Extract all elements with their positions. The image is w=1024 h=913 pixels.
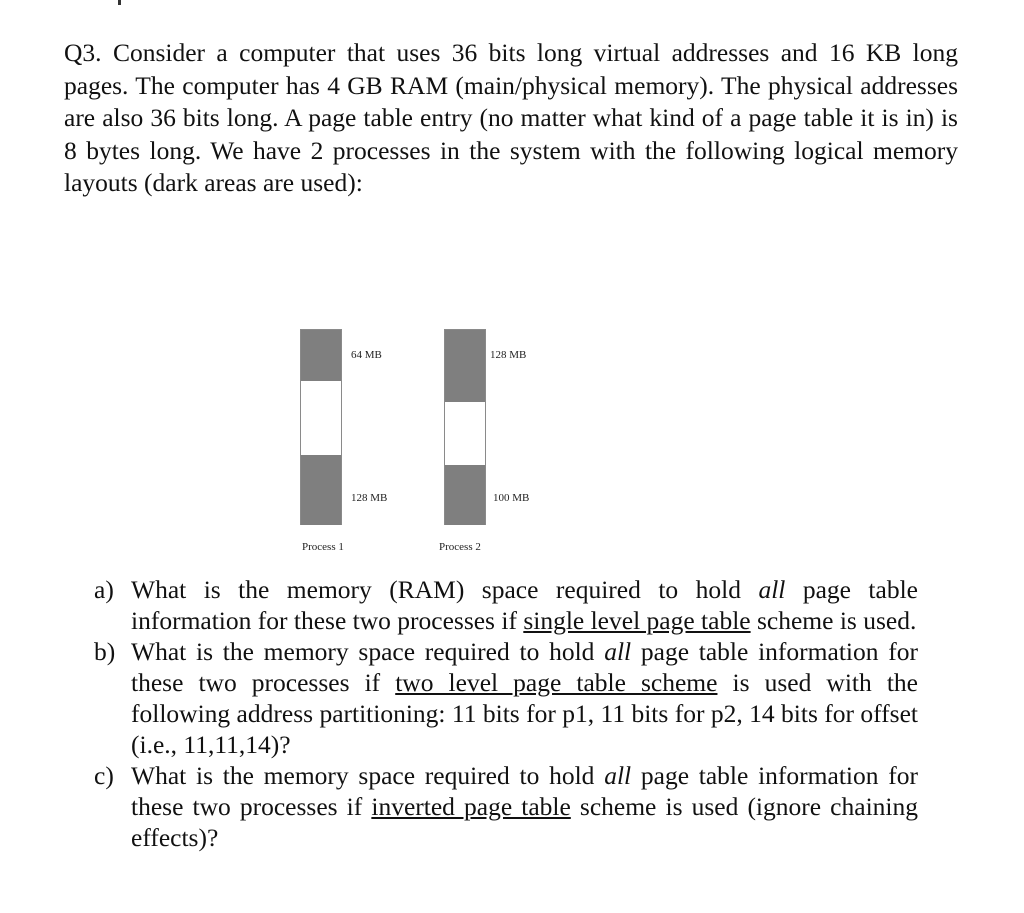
underlined-term: single level page table	[523, 606, 751, 635]
process2-bottom-size: 100 MB	[493, 492, 530, 504]
item-marker: b)	[94, 637, 116, 666]
memory-layout-diagram	[290, 325, 550, 560]
process1-label: Process 1	[302, 541, 344, 553]
item-marker: a)	[94, 575, 114, 604]
edge-artifact	[118, 0, 121, 5]
sub-question-a: a) What is the memory (RAM) space required to hold all page table information for these two processes if single level page table scheme is used.	[94, 575, 918, 635]
process1-used-top	[301, 330, 341, 381]
sub-question-b: b) What is the memory space required to hold all page table information for these two processes if two level page table scheme is used with the following address partitioning: 11 bits for p1, 11 bits for p2, 14 bits for offset (i.e., 11,11,14)?	[94, 637, 918, 759]
underlined-term: inverted page table	[371, 792, 571, 821]
process2-memory-block	[444, 329, 486, 525]
question-text: Q3. Consider a computer that uses 36 bits long virtual addresses and 16 KB long pages. The computer has 4 GB RAM (main/physical memory). The physical addresses are also 36 bits long. A page table entry (no matter what kind of a page table it is in) is 8 bytes long. We have 2 processes in the system with the following logical memory layouts (dark areas are used):	[64, 38, 958, 197]
sub-question-c: c) What is the memory space required to hold all page table information for these two processes if inverted page table scheme is used (ignore chaining effects)?	[94, 761, 918, 852]
item-marker: c)	[94, 761, 114, 790]
process2-label: Process 2	[439, 541, 481, 553]
underlined-term: two level page table scheme	[395, 668, 718, 697]
process1-used-bottom	[301, 455, 341, 525]
process2-used-bottom	[445, 465, 485, 525]
process1-top-size: 64 MB	[351, 349, 382, 361]
sub-questions	[94, 574, 918, 853]
process2-used-top	[445, 330, 485, 402]
process1-bottom-size: 128 MB	[351, 492, 388, 504]
process2-top-size: 128 MB	[490, 349, 527, 361]
process1-memory-block	[300, 329, 342, 525]
